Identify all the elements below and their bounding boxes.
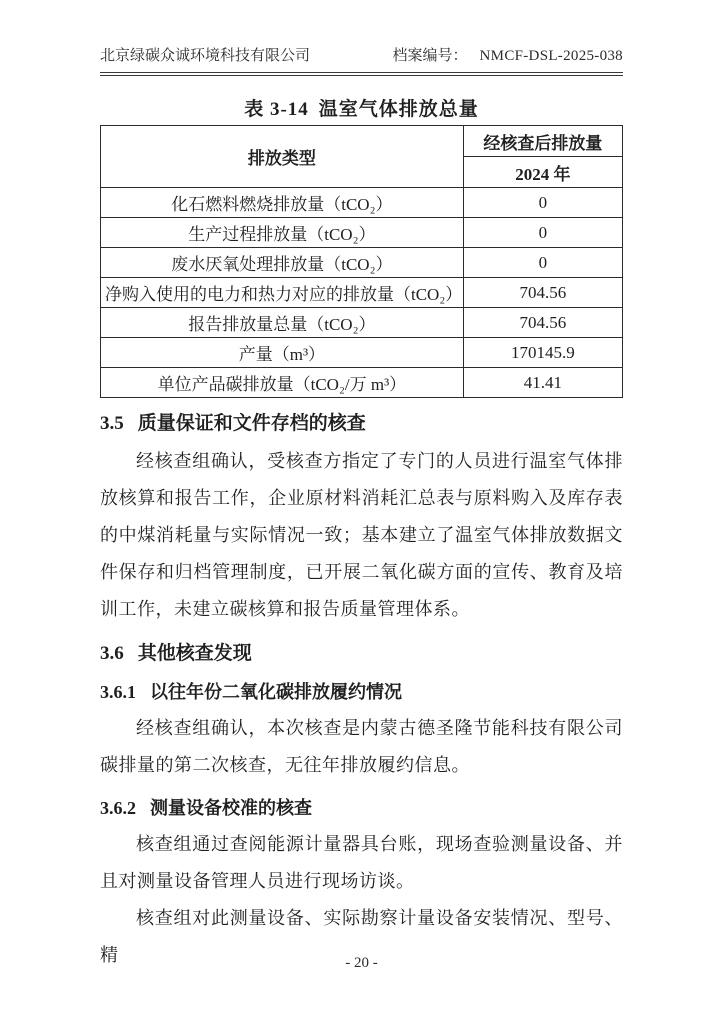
section-heading-3-6-1 xyxy=(100,678,623,706)
table-row xyxy=(101,248,623,278)
emission-value-cell: 704.56 xyxy=(463,308,622,338)
table-row xyxy=(101,188,623,218)
emissions-table xyxy=(100,125,623,398)
section-heading-3-6 xyxy=(100,640,623,668)
emission-value-cell: 0 xyxy=(463,218,622,248)
emission-value-cell: 170145.9 xyxy=(463,338,622,368)
section-title: 测量设备校准的核查 xyxy=(150,798,312,818)
table-row xyxy=(101,338,623,368)
emission-type-cell: 化石燃料燃烧排放量（tCO₂） xyxy=(101,188,464,218)
emission-value-cell: 41.41 xyxy=(463,368,622,398)
emission-value-cell: 0 xyxy=(463,248,622,278)
table-row xyxy=(101,308,623,338)
table-row xyxy=(101,218,623,248)
emission-type-cell: 生产过程排放量（tCO₂） xyxy=(101,218,464,248)
table-title-text: 温室气体排放总量 xyxy=(318,99,479,120)
paragraph-3-5: 经核查组确认，受核查方指定了专门的人员进行温室气体排放核算和报告工作，企业原材料消耗汇总表与原料购入及库存表的中煤消耗量与实际情况一致；基本建立了温室气体排放数据文件保存和归档管理制度，已开展二氧化碳方面的宣传、教育及培训工作，未建立碳核算和报告质量管理体系。 xyxy=(100,451,623,619)
section-heading-3-6-2 xyxy=(100,794,623,822)
archive-number-group xyxy=(393,44,623,65)
section-number: 3.6 xyxy=(100,643,124,664)
emission-value-cell: 704.56 xyxy=(463,278,622,308)
document-header xyxy=(100,44,623,76)
paragraph-3-6-2-a: 核查组通过查阅能源计量器具台账，现场查验测量设备、并且对测量设备管理人员进行现场访谈。 xyxy=(100,834,623,891)
emission-type-cell: 单位产品碳排放量（tCO₂/万 m³） xyxy=(101,368,464,398)
section-number: 3.6.1 xyxy=(100,682,136,702)
emission-type-cell: 净购入使用的电力和热力对应的排放量（tCO₂） xyxy=(101,278,464,308)
emission-type-cell: 废水厌氧处理排放量（tCO₂） xyxy=(101,248,464,278)
company-name: 北京绿碳众诚环境科技有限公司 xyxy=(100,48,311,64)
archive-number-label: 档案编号： xyxy=(392,48,468,64)
page-number: - 20 - xyxy=(345,955,378,971)
column-header-emission-type: 排放类型 xyxy=(101,126,464,188)
section-title: 以往年份二氧化碳排放履约情况 xyxy=(150,682,402,702)
table-row xyxy=(101,368,623,398)
archive-number-value: NMCF-DSL-2025-038 xyxy=(479,48,623,64)
emission-type-cell: 报告排放量总量（tCO₂） xyxy=(101,308,464,338)
emission-value-cell: 0 xyxy=(463,188,622,218)
paragraph-3-6-1: 经核查组确认，本次核查是内蒙古德圣隆节能科技有限公司碳排量的第二次核查，无往年排放履约信息。 xyxy=(100,718,623,775)
column-header-verified-emissions: 经核查后排放量 xyxy=(463,126,622,157)
paragraph-3-6-2-b: 核查组对此测量设备、实际勘察计量设备安装情况、型号、精 xyxy=(100,908,623,965)
emission-type-cell: 产量（m³） xyxy=(101,338,464,368)
table-row xyxy=(101,278,623,308)
table-title xyxy=(100,94,623,121)
section-title: 质量保证和文件存档的核查 xyxy=(137,413,366,434)
section-heading-3-5 xyxy=(100,410,623,438)
table-number: 表 3-14 xyxy=(244,99,309,120)
section-title: 其他核查发现 xyxy=(137,643,252,664)
section-number: 3.6.2 xyxy=(100,798,136,818)
section-number: 3.5 xyxy=(100,413,124,434)
column-header-year: 2024 年 xyxy=(463,157,622,188)
table-header-row xyxy=(101,126,623,157)
